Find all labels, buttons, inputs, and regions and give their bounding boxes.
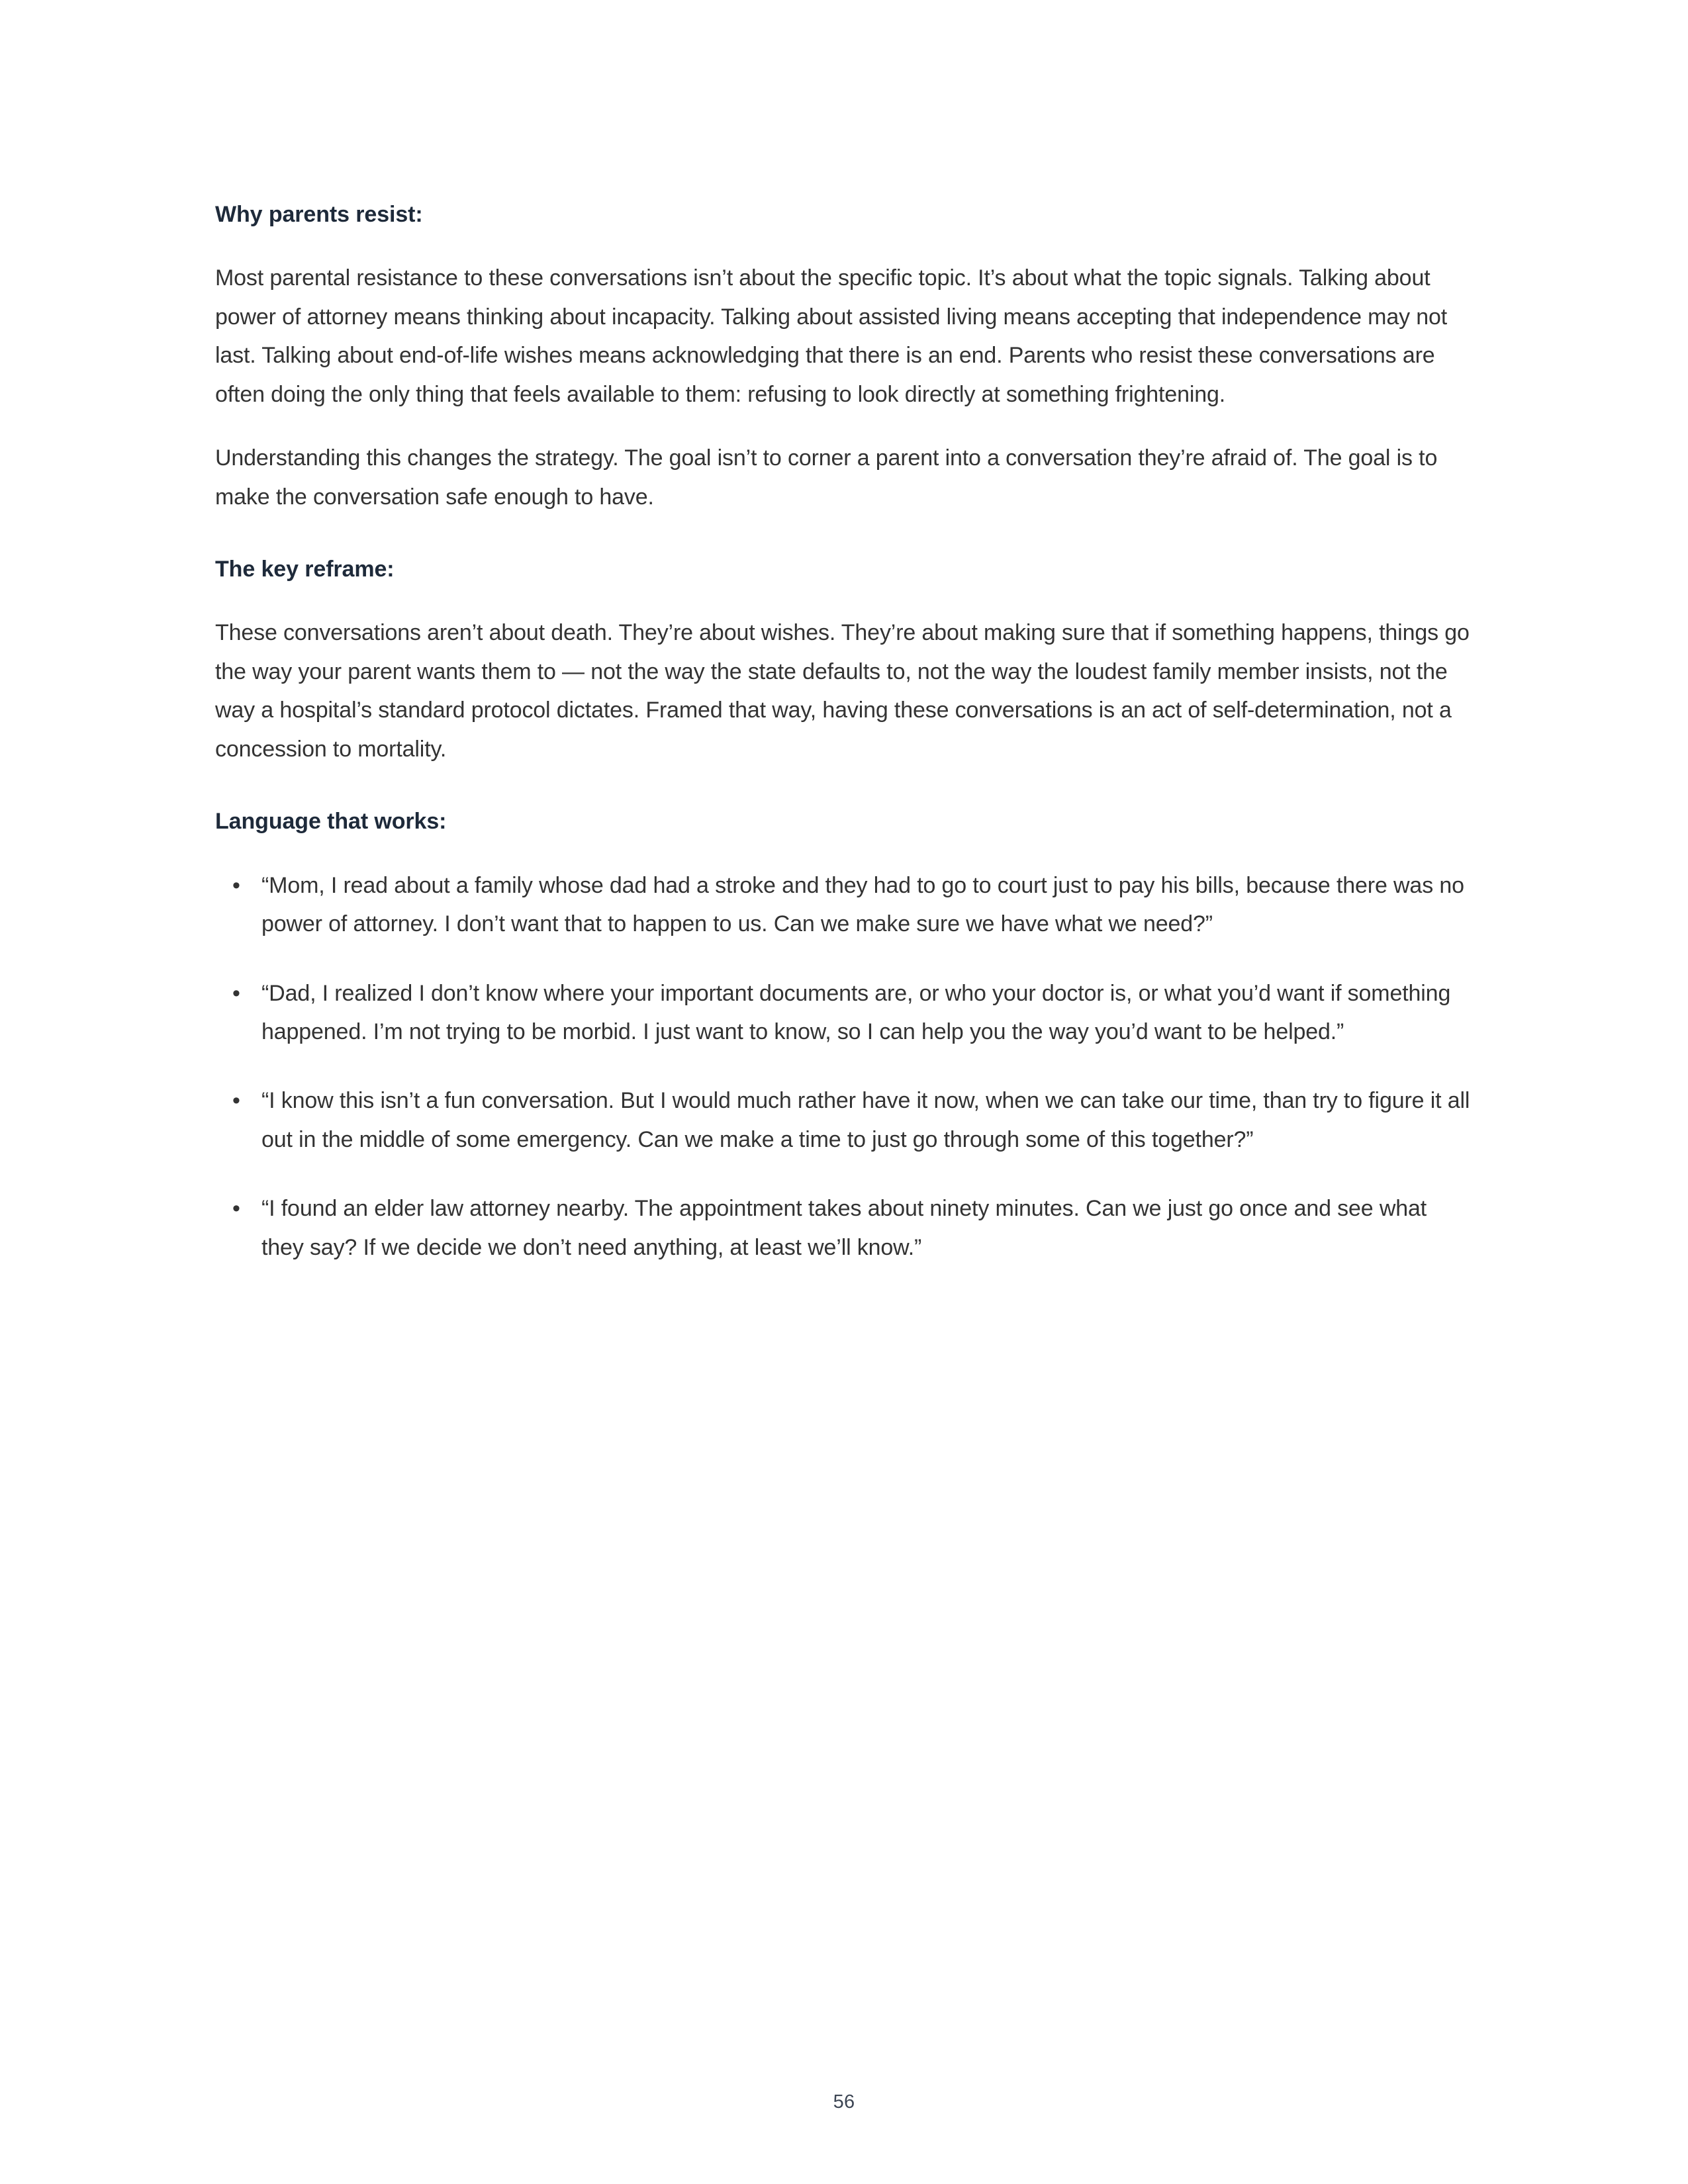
list-item-text: “Mom, I read about a family whose dad had a stroke and they had to go to court just to pay his bills, because there was no power of attorney. I don’t want that to happen to us. Can we make sure we have what we need?” xyxy=(261,872,1464,937)
page-content xyxy=(215,199,1473,1297)
bullet-point-icon: • xyxy=(232,1196,240,1222)
page-number: 56 xyxy=(833,2091,855,2113)
section-heading-the-key-reframe: The key reframe: xyxy=(215,557,395,582)
section-heading-language-that-works: Language that works: xyxy=(215,809,447,835)
list-item xyxy=(215,974,1473,1052)
bullet-point-icon: • xyxy=(232,1088,240,1114)
list-item xyxy=(215,866,1473,944)
section-heading-why-parents-resist: Why parents resist: xyxy=(215,202,423,227)
paragraph-key-reframe: These conversations aren’t about death. They’re about wishes. They’re about making sure that if something happens, things go the way your parent wants them to — not the way the state defaults to, not the way the loudest family member insists, not the way a hospital’s standard protocol dictates. Framed that way, having these conversations is an act of self-determination, not a concession to mortality. xyxy=(215,620,1470,762)
paragraph-understanding-strategy: Understanding this changes the strategy. The goal isn’t to corner a parent into a conversation they’re afraid of. The goal is to make the conversation safe enough to have. xyxy=(215,445,1438,510)
bullet-point-icon: • xyxy=(232,872,240,898)
list-item xyxy=(215,1189,1473,1267)
list-item-text: “Dad, I realized I don’t know where your important documents are, or who your doctor is, or what you’d want if something happened. I’m not trying to be morbid. I just want to know, so I can help you the way you’d want to be helped.” xyxy=(261,980,1451,1044)
list-item xyxy=(215,1081,1473,1159)
paragraph-parental-resistance: Most parental resistance to these conversations isn’t about the specific topic. It’s about what the topic signals. Talking about power of attorney means thinking about incapacity. Talking about assisted living means accepting that independence may not last. Talking about end-of-life wishes means acknowledging that there is an end. Parents who resist these conversations are often doing the only thing that feels available to them: refusing to look directly at something frightening. xyxy=(215,265,1448,407)
list-item-text: “I found an elder law attorney nearby. The appointment takes about ninety minutes. Can we just go once and see what they say? If we decide we don’t need anything, at least we’ll know.” xyxy=(261,1196,1427,1260)
bullet-point-icon: • xyxy=(232,980,240,1006)
list-item-text: “I know this isn’t a fun conversation. But I would much rather have it now, when we can take our time, than try to figure it all out in the middle of some emergency. Can we make a time to just go through some of this together?” xyxy=(261,1088,1470,1152)
language-examples-list xyxy=(215,866,1473,1267)
